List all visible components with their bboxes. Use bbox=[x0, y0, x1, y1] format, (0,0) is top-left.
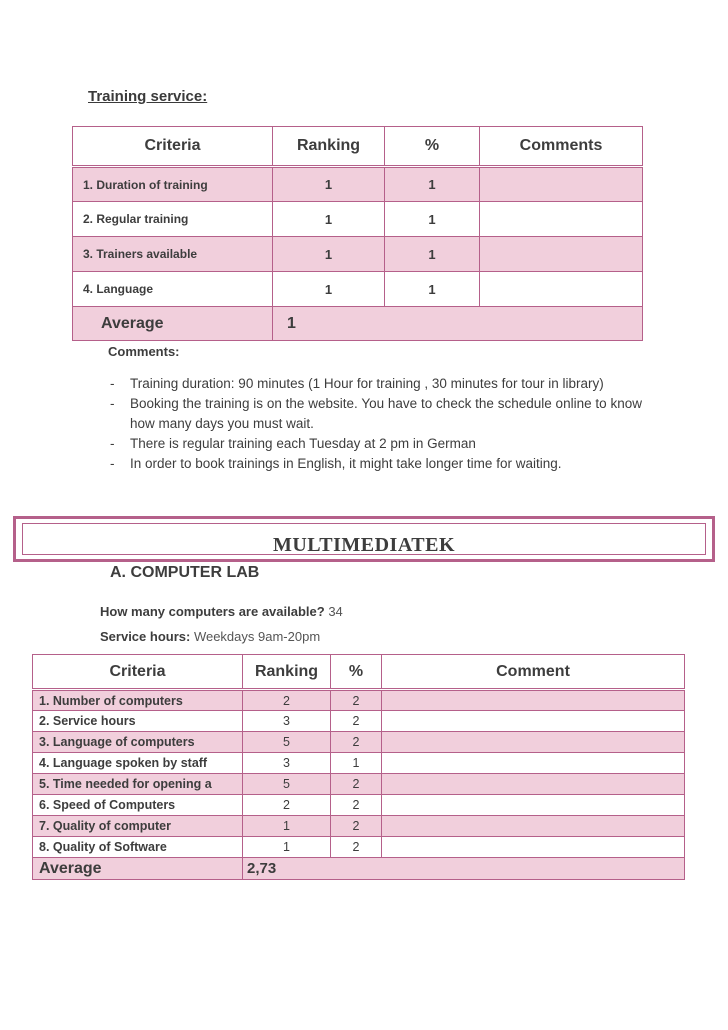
service-hours-label: Service hours: bbox=[100, 629, 191, 644]
list-item bbox=[106, 454, 642, 474]
comment-cell bbox=[382, 816, 685, 837]
comments-list bbox=[106, 374, 642, 474]
average-value: 2,73 bbox=[243, 858, 685, 880]
comment-text: In order to book trainings in English, it might take longer time for waiting. bbox=[130, 456, 562, 471]
banner-inner-frame bbox=[22, 523, 706, 555]
table-row bbox=[33, 711, 685, 732]
comment-text: Booking the training is on the website. You have to check the schedule online to know how many days you must wait. bbox=[130, 396, 642, 431]
computer-lab-table bbox=[32, 654, 685, 880]
ranking-cell: 1 bbox=[273, 237, 385, 272]
table-row bbox=[33, 774, 685, 795]
ranking-cell: 1 bbox=[243, 837, 331, 858]
list-item bbox=[106, 394, 642, 434]
comment-cell bbox=[480, 167, 643, 202]
criteria-cell: 7. Quality of computer bbox=[33, 816, 243, 837]
percent-cell: 2 bbox=[331, 690, 382, 711]
banner-title: MULTIMEDIATEK bbox=[272, 534, 456, 556]
percent-cell: 1 bbox=[385, 237, 480, 272]
comment-cell bbox=[480, 272, 643, 307]
average-row bbox=[73, 307, 643, 341]
comment-cell bbox=[382, 837, 685, 858]
ranking-cell: 3 bbox=[243, 753, 331, 774]
average-label: Average bbox=[73, 307, 273, 341]
header-criteria: Criteria bbox=[73, 127, 273, 167]
ranking-cell: 3 bbox=[243, 711, 331, 732]
ranking-cell: 5 bbox=[243, 732, 331, 753]
training-service-title: Training service: bbox=[88, 88, 208, 105]
header-criteria: Criteria bbox=[33, 655, 243, 690]
table-row bbox=[73, 167, 643, 202]
bullet-dash: - bbox=[110, 396, 115, 411]
ranking-cell: 5 bbox=[243, 774, 331, 795]
percent-cell: 1 bbox=[331, 753, 382, 774]
header-ranking: Ranking bbox=[243, 655, 331, 690]
comments-title: Comments: bbox=[108, 344, 180, 359]
table-row bbox=[33, 690, 685, 711]
ranking-cell: 1 bbox=[243, 816, 331, 837]
table-row bbox=[33, 837, 685, 858]
criteria-cell: 3. Trainers available bbox=[73, 237, 273, 272]
criteria-cell: 8. Quality of Software bbox=[33, 837, 243, 858]
average-label: Average bbox=[33, 858, 243, 880]
comment-cell bbox=[382, 753, 685, 774]
bullet-dash: - bbox=[110, 456, 115, 471]
section-banner bbox=[13, 516, 715, 562]
table-row bbox=[33, 732, 685, 753]
ranking-cell: 2 bbox=[243, 690, 331, 711]
criteria-cell: 1. Duration of training bbox=[73, 167, 273, 202]
ranking-cell: 1 bbox=[273, 202, 385, 237]
computers-available-label: How many computers are available? bbox=[100, 604, 325, 619]
criteria-cell: 5. Time needed for opening a bbox=[33, 774, 243, 795]
average-value: 1 bbox=[273, 307, 643, 341]
percent-cell: 2 bbox=[331, 774, 382, 795]
list-item bbox=[106, 374, 642, 394]
bullet-dash: - bbox=[110, 436, 115, 451]
comment-text: There is regular training each Tuesday at 2 pm in German bbox=[130, 436, 476, 451]
header-comment: Comment bbox=[382, 655, 685, 690]
percent-cell: 2 bbox=[331, 711, 382, 732]
ranking-cell: 1 bbox=[273, 167, 385, 202]
comment-cell bbox=[382, 690, 685, 711]
training-service-table bbox=[72, 126, 643, 341]
criteria-cell: 4. Language spoken by staff bbox=[33, 753, 243, 774]
percent-cell: 1 bbox=[385, 272, 480, 307]
header-percent: % bbox=[385, 127, 480, 167]
header-percent: % bbox=[331, 655, 382, 690]
table-row bbox=[33, 795, 685, 816]
comment-cell bbox=[382, 795, 685, 816]
criteria-cell: 3. Language of computers bbox=[33, 732, 243, 753]
percent-cell: 2 bbox=[331, 795, 382, 816]
table-row bbox=[73, 237, 643, 272]
header-comments: Comments bbox=[480, 127, 643, 167]
table-header-row bbox=[73, 127, 643, 167]
criteria-cell: 6. Speed of Computers bbox=[33, 795, 243, 816]
percent-cell: 2 bbox=[331, 732, 382, 753]
percent-cell: 2 bbox=[331, 837, 382, 858]
table-row bbox=[33, 753, 685, 774]
table-row bbox=[73, 202, 643, 237]
comment-cell bbox=[480, 237, 643, 272]
service-hours-line bbox=[100, 629, 320, 644]
percent-cell: 2 bbox=[331, 816, 382, 837]
percent-cell: 1 bbox=[385, 167, 480, 202]
comment-cell bbox=[382, 774, 685, 795]
criteria-cell: 2. Service hours bbox=[33, 711, 243, 732]
ranking-cell: 1 bbox=[273, 272, 385, 307]
criteria-cell: 1. Number of computers bbox=[33, 690, 243, 711]
ranking-cell: 2 bbox=[243, 795, 331, 816]
comment-cell bbox=[480, 202, 643, 237]
comment-cell bbox=[382, 732, 685, 753]
comment-cell bbox=[382, 711, 685, 732]
service-hours-value: Weekdays 9am-20pm bbox=[190, 629, 321, 644]
criteria-cell: 4. Language bbox=[73, 272, 273, 307]
percent-cell: 1 bbox=[385, 202, 480, 237]
computers-available-line bbox=[100, 604, 343, 619]
table-header-row bbox=[33, 655, 685, 690]
comment-text: Training duration: 90 minutes (1 Hour for training , 30 minutes for tour in library) bbox=[130, 376, 604, 391]
bullet-dash: - bbox=[110, 376, 115, 391]
computer-lab-heading: A. COMPUTER LAB bbox=[110, 564, 260, 581]
header-ranking: Ranking bbox=[273, 127, 385, 167]
table-row bbox=[33, 816, 685, 837]
list-item bbox=[106, 434, 642, 454]
average-row bbox=[33, 858, 685, 880]
criteria-cell: 2. Regular training bbox=[73, 202, 273, 237]
table-row bbox=[73, 272, 643, 307]
computers-available-value: 34 bbox=[324, 604, 343, 619]
